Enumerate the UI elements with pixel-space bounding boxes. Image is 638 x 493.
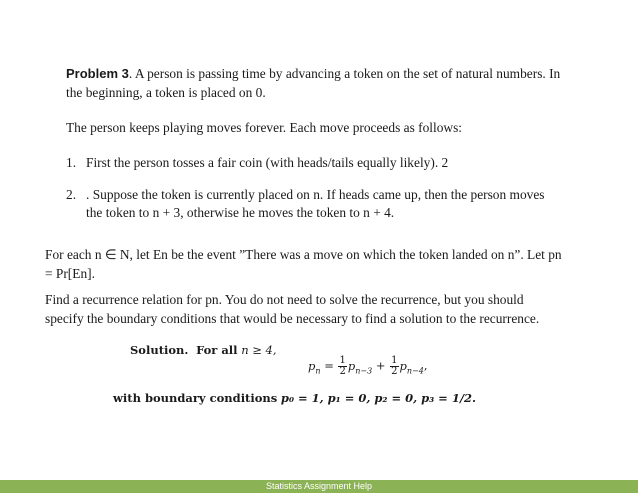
boundary-label: with boundary conditions <box>113 391 278 405</box>
solution-heading <box>130 343 277 357</box>
recurrence-lhs: p <box>308 358 316 373</box>
step-2-number: 2. <box>66 187 77 202</box>
step-2 <box>66 185 545 204</box>
recurrence-plus: + <box>375 358 386 373</box>
task-line-1: Find a recurrence relation for pn. You do not need to solve the recurrence, but you should <box>45 292 524 307</box>
problem-line-2: the beginning, a token is placed on 0. <box>66 85 266 100</box>
recurrence-term-1-sub: n−3 <box>355 365 373 375</box>
step-2-text-1: . Suppose the token is currently placed on n. If heads came up, then the person moves <box>86 187 545 202</box>
solution-for-all: For all <box>196 343 238 357</box>
task-line-2: specify the boundary conditions that would be necessary to find a solution to the recurrence. <box>45 311 540 326</box>
recurrence-term-2-sub: n−4 <box>406 365 424 375</box>
step-1-text: First the person tosses a fair coin (with heads/tails equally likely). 2 <box>86 155 449 170</box>
recurrence-term-2: p <box>399 358 407 373</box>
recurrence-equation <box>308 356 428 377</box>
definition-line-1: For each n ∈ N, let En be the event ”There was a move on which the token landed on n”. Let pn <box>45 247 562 262</box>
solution-label: Solution. <box>130 343 189 357</box>
problem-paragraph <box>66 64 560 83</box>
step-1-number: 1. <box>66 155 77 170</box>
problem-line-3: The person keeps playing moves forever. Each move proceeds as follows: <box>66 120 463 135</box>
solution-condition: n ≥ 4, <box>241 343 277 357</box>
problem-line-1: . A person is passing time by advancing a token on the set of natural numbers. In <box>128 66 561 81</box>
recurrence-lhs-sub: n <box>315 365 321 375</box>
recurrence-equals: = <box>324 358 334 373</box>
footer-text: Statistics Assignment Help <box>265 481 373 491</box>
problem-title: Problem 3 <box>66 66 129 81</box>
footer-bar <box>0 480 638 493</box>
step-1 <box>66 153 449 172</box>
fraction-half-2: $\frac{1}{2}$ <box>391 355 398 377</box>
recurrence-term-1: p <box>347 358 356 373</box>
step-2-text-2: the token to n + 3, otherwise he moves the token to n + 4. <box>86 205 395 220</box>
fraction-half-1: $\frac{1}{2}$ <box>339 355 346 377</box>
boundary-values: p₀ = 1, p₁ = 0, p₂ = 0, p₃ = 1/2. <box>280 391 477 405</box>
definition-line-2: = Pr[En]. <box>45 266 95 281</box>
recurrence-comma: , <box>423 358 428 373</box>
boundary-conditions <box>113 391 476 405</box>
